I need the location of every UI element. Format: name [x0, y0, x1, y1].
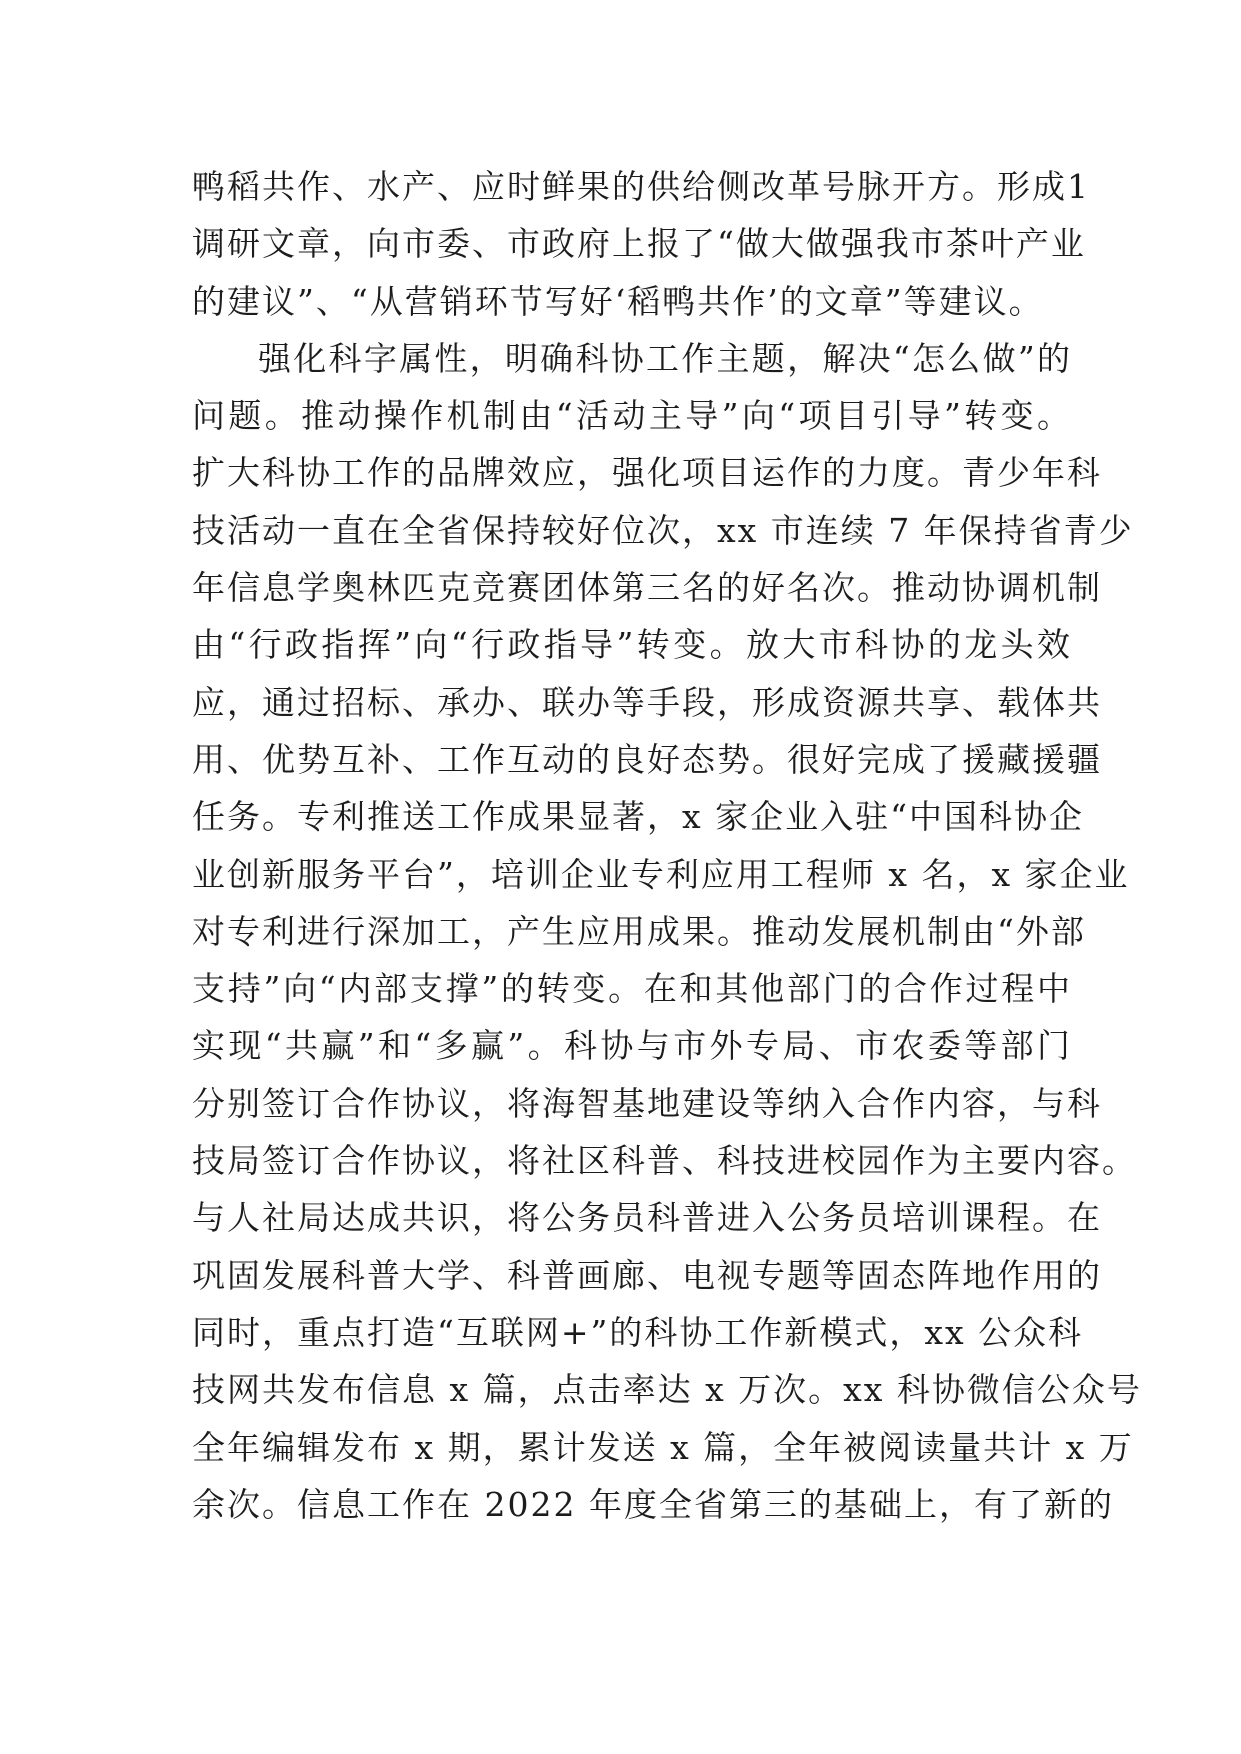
- text-line: 技活动一直在全省保持较好位次，xx 市连续 7 年保持省青少: [192, 510, 1134, 550]
- text-line: 由“行政指挥”向“行政指导”转变。放大市科协的龙头效: [192, 625, 1072, 665]
- text-line: 用、优势互补、工作互动的良好态势。很好完成了援藏援疆: [192, 739, 1102, 779]
- text-line: 鸭稻共作、水产、应时鲜果的供给侧改革号脉开方。形成1: [192, 167, 1090, 206]
- text-line: 问题。推动操作机制由“活动主导”向“项目引导”转变。: [192, 396, 1072, 436]
- text-line: 与人社局达成共识，将公务员科普进入公务员培训课程。在: [192, 1198, 1102, 1238]
- text-line: 年信息学奥林匹克竞赛团体第三名的好名次。推动协调机制: [192, 568, 1102, 608]
- body-text: [192, 158, 1142, 1533]
- text-line: 支持”向“内部支撑”的转变。在和其他部门的合作过程中: [192, 969, 1072, 1009]
- text-line: 实现“共赢”和“多赢”。科协与市外专局、市农委等部门: [192, 1026, 1072, 1066]
- text-line: 分别签订合作协议，将海智基地建设等纳入合作内容，与科: [192, 1083, 1102, 1123]
- text-line: 余次。信息工作在 2022 年度全省第三的基础上，有了新的: [192, 1484, 1114, 1524]
- text-line: 的建议”、“从营销环节写好‘稻鸭共作’的文章”等建议。: [192, 281, 1044, 321]
- text-line: 任务。专利推送工作成果显著，x 家企业入驻“中国科协企: [192, 797, 1084, 837]
- text-line: 技局签订合作协议，将社区科普、科技进校园作为主要内容。: [192, 1141, 1137, 1181]
- text-line: 扩大科协工作的品牌效应，强化项目运作的力度。青少年科: [192, 453, 1102, 493]
- text-line: 同时，重点打造“互联网+”的科协工作新模式，xx 公众科: [192, 1312, 1084, 1352]
- text-line: 对专利进行深加工，产生应用成果。推动发展机制由“外部: [192, 911, 1086, 951]
- text-line: 业创新服务平台”，培训企业专利应用工程师 x 名，x 家企业: [192, 854, 1130, 894]
- text-line: 技网共发布信息 x 篇，点击率达 x 万次。xx 科协微信公众号: [192, 1370, 1142, 1410]
- text-line: 应，通过招标、承办、联办等手段，形成资源共享、载体共: [192, 682, 1102, 722]
- text-line: 强化科字属性，明确科协工作主题，解决“怎么做”的: [258, 338, 1072, 378]
- text-line: 调研文章，向市委、市政府上报了“做大做强我市茶叶产业: [192, 224, 1086, 264]
- text-line: 全年编辑发布 x 期，累计发送 x 篇，全年被阅读量共计 x 万: [192, 1427, 1134, 1467]
- text-line: 巩固发展科普大学、科普画廊、电视专题等固态阵地作用的: [192, 1255, 1102, 1295]
